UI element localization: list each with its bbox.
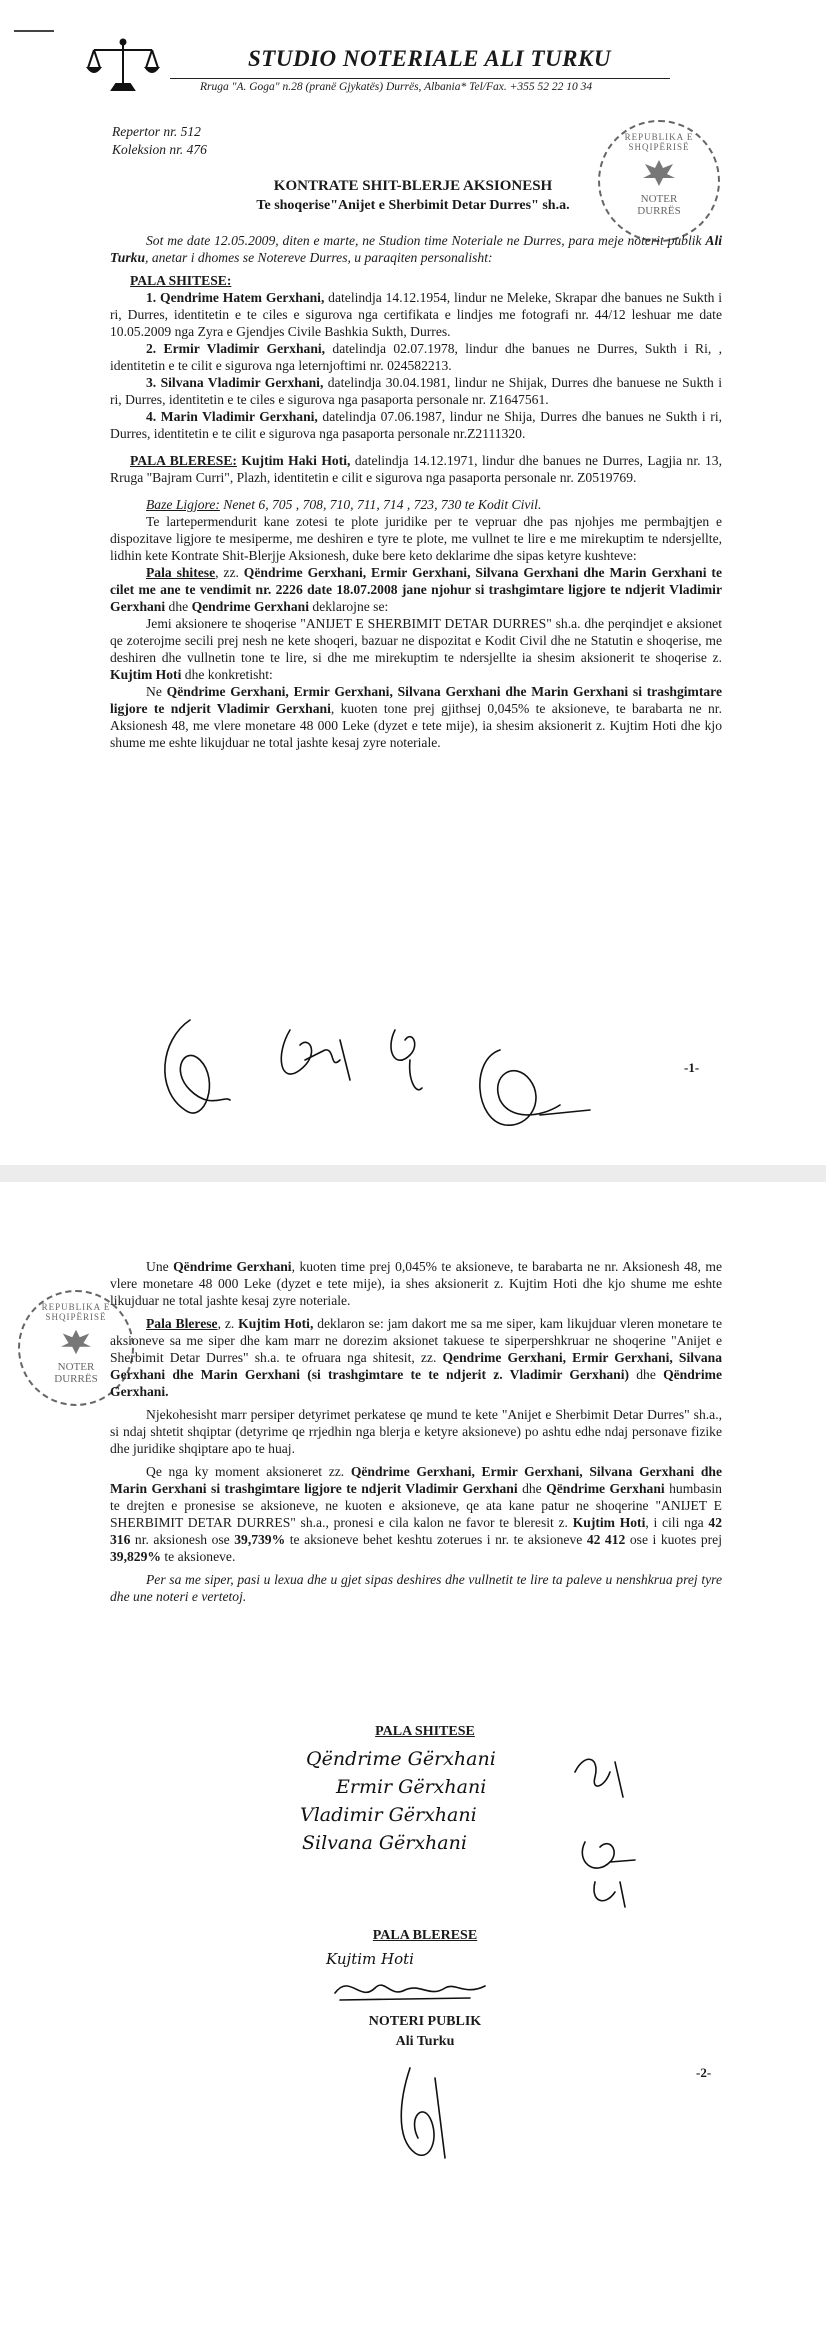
- header-divider: [170, 78, 670, 79]
- buyer-handwritten-name: Kujtim Hoti: [326, 1950, 414, 1968]
- contract-title: KONTRATE SHIT-BLERJE AKSIONESH: [273, 178, 553, 194]
- sellers-signature-heading: PALA SHITESE: [375, 1724, 475, 1739]
- notary-signature: [390, 2058, 470, 2168]
- signature-3: [391, 1030, 422, 1090]
- document-page-1: [0, 0, 826, 1165]
- buyer-signature: [330, 1968, 490, 2008]
- initial-2: [582, 1842, 635, 1868]
- intro-paragraph: Sot me date 12.05.2009, diten e marte, ne Studion time Noteriale ne Durres, para meje noterit publik Ali Turku, anetar i dhomes se Notereve Durres, u paraqiten personalisht:: [110, 233, 723, 265]
- scales-of-justice-icon: [86, 38, 160, 96]
- document-page-2: [0, 1182, 826, 2338]
- handwritten-name-1: Qëndrime Gërxhani: [306, 1748, 496, 1770]
- buyer-paragraph: PALA BLERESE: Kujtim Haki Hoti, datelindja 14.12.1971, lindur dhe banues ne Durres, Lagjia nr. 13, Rruga "Bajram Curri", Plazh, identitetin e cilit e sigurova nga pasaporta personale nr. Z0519769.: [110, 453, 722, 485]
- seller-item: 2. Ermir Vladimir Gerxhani, datelindja 02.07.1978, lindur dhe banues ne Durres, Sukth i Ri, , identitetin e te cilit e sigurova nga leternjoftimi nr. 024582213.: [110, 341, 723, 373]
- sellers-declaration: Pala shitese, zz. Qëndrime Gerxhani, Ermir Gerxhani, Silvana Gerxhani dhe Marin Gerxhani te cilet me ane te vendimit nr. 2226 date 18.07.2008 jane njohur si trashgimtare ligjore te ndjerit Vladimir Gerxhani dhe Qendrime Gerxhani deklarojne se:: [110, 565, 722, 614]
- studio-address: Rruga "A. Goga" n.28 (pranë Gjykatës) Durrës, Albania* Tel/Fax. +355 52 22 10 34: [200, 81, 593, 93]
- buyer-signature-heading: PALA BLERESE: [372, 1928, 478, 1943]
- ownership-transfer-paragraph: Qe nga ky moment aksioneret zz. Qëndrime Gerxhani, Ermir Gerxhani, Silvana Gerxhani dhe Marin Gerxhani si trashgimtare ligjore te ndjerit Vladimir Gerxhani dhe Qëndrime Gerxhani humbasin te drejten e pronesise se aksioneve, ne kuoten e aksioneve, qe ata kane patur ne shoqerine "ANIJET E SHERBIMIT DETAR DURRES" sh.a., pronesi e cila kalon ne favor te bleresit z. Kujtim Hoti, i cili nga 42 316 nr. aksionesh ose 39,739% te aksioneve behet keshtu zoterues i nr. te aksioneve 42 412 ose i kuotes prej 39,829% te aksioneve.: [110, 1464, 722, 1564]
- qendrime-paragraph: Une Qëndrime Gerxhani, kuoten time prej 0,045% te aksioneve, te barabarta ne nr. Aksionesh 48, me vlere monetare 48 000 Leke (dyzet e tete mije), ia shes aksionerit z. Kujtim Hoti dhe kjo shume me eshte likujduar ne total jashte kesaj zyre noteriale.: [110, 1259, 723, 1308]
- scan-mark: [14, 30, 54, 32]
- page-1-signatures: [150, 1000, 620, 1140]
- handwritten-name-4: Silvana Gërxhani: [302, 1832, 467, 1854]
- closing-paragraph: Per sa me siper, pasi u lexua dhe u gjet sipas deshires dhe vullnetit te lire ta paleve u nenshkrua prej tyre dhe une noteri e vertetoj.: [110, 1572, 722, 1604]
- contract-body-page-1: [110, 232, 722, 751]
- contract-body-page-2: [110, 1258, 722, 1605]
- heirs-paragraph: Ne Qëndrime Gerxhani, Ermir Gerxhani, Silvana Gerxhani dhe Marin Gerxhani si trashgimtare ligjore te ndjerit Vladimir Gerxhani, kuoten tone prej gjithsej 0,045% te aksioneve, te barabarta ne nr. Aksionesh 48, me vlere monetare 48 000 Leke (dyzet e tete mije), ia shesim aksionerit z. Kujtim Hoti dhe kjo shume me eshte likujduar ne total jashte kesaj zyre noteriale.: [110, 684, 723, 750]
- handwritten-name-2: Ermir Gërxhani: [336, 1776, 487, 1798]
- handwritten-name-3: Vladimir Gërxhani: [300, 1804, 477, 1826]
- notary-name: Ali Turku: [395, 2034, 455, 2049]
- signature-4: [480, 1050, 590, 1125]
- eagle-emblem-icon: [57, 1326, 95, 1358]
- repertor-number: Repertor nr. 512: [112, 124, 201, 139]
- notary-stamp-page-2: REPUBLIKA E SHQIPËRISË NOTER DURRËS: [18, 1290, 134, 1406]
- koleksion-number: Koleksion nr. 476: [112, 142, 207, 157]
- signature-1: [165, 1020, 230, 1113]
- notary-heading: NOTERI PUBLIK: [368, 2014, 482, 2029]
- contract-subtitle: Te shoqerise"Anijet e Sherbimit Detar Durres" sh.a.: [256, 198, 570, 213]
- legal-basis: Baze Ligjore: Nenet 6, 705 , 708, 710, 711, 714 , 723, 730 te Kodit Civil.: [146, 497, 542, 512]
- capacity-paragraph: Te lartepermendurit kane zotesi te plote juridike per te vepruar dhe pas njohjes me permbajtjen e dispozitave ligjore te mesiperme, me deshiren e tyre te plote, me vullnet te lire e me mirekuptim te ndersjellte, lidhin kete Kontrate Shit-Blerjje Aksionesh, duke bere keto deklarime dhe sipas ketyre kushteve:: [110, 514, 722, 563]
- sellers-initials: [565, 1742, 675, 1912]
- sellers-heading: PALA SHITESE:: [130, 273, 232, 288]
- signature-2: [281, 1030, 350, 1080]
- seller-item: 3. Silvana Vladimir Gerxhani, datelindja 30.04.1981, lindur ne Shijak, Durres dhe banuese ne Sukth i ri, Durres, identitetin e te ciles e sigurova nga pasaporta personale nr. Z1647561.: [110, 375, 722, 407]
- initial-3: [594, 1882, 625, 1907]
- page-number-2: -2-: [696, 2065, 712, 2080]
- seller-item: 1. Qendrime Hatem Gerxhani, datelindja 14.12.1954, lindur ne Meleke, Skrapar dhe banues ne Sukth i ri, Durres, identitetin e te ciles e sigurova nga certifikata e lindjes me fotografi nr. 44/12 leshuar me date 10.05.2009 nga Zyra e Gjendjes Civile Bashkia Sukth, Durres.: [110, 290, 722, 339]
- page-number-1: -1-: [684, 1060, 700, 1075]
- buyer-declaration: Pala Blerese, z. Kujtim Hoti, deklaron se: jam dakort me sa me siper, kam likujduar vleren monetare te aksioneve sa me siper dhe kam marr ne dorezim aksionet takuese te siperpershkruar ne shoqerine "Anijet e Sherbimit Detar Durres" sh.a. te ofruara nga shitesit, zz. Qendrime Gerxhani, Ermir Gerxhani, Silvana Gerxhani dhe Marin Gerxhani (si trashgimtare te te ndjerit z. Vladimir Gerxhani) dhe Qëndrime Gerxhani.: [110, 1316, 722, 1399]
- seller-item: 4. Marin Vladimir Gerxhani, datelindja 07.06.1987, lindur ne Shija, Durres dhe banues ne Sukth i ri, Durres, identitetin e te cilit e sigurova nga pasaporta personale nr.Z2111320.: [110, 409, 722, 441]
- notary-stamp: REPUBLIKA E SHQIPËRISË NOTER DURRËS: [598, 120, 720, 242]
- initial-1: [575, 1759, 623, 1797]
- obligations-paragraph: Njekohesisht marr persiper detyrimet perkatese qe mund te kete "Anijet e Sherbimit Detar Durres" sh.a., si ndaj shtetit shqiptar (detyrime qe rrjedhin nga blerja e ketyre aksioneve) po ashtu edhe ndaj personave fizike dhe juridike shqiptare apo te huaj.: [110, 1407, 722, 1456]
- shareholders-paragraph: Jemi aksionere te shoqerise "ANIJET E SHERBIMIT DETAR DURRES" sh.a. dhe perqindjet e aksionet qe zoterojme secili prej nesh ne kete shoqeri, bazuar ne dispozitat e Kodit Civil dhe ne Statutin e shoqerise, me deshiren dhe vullnetin tone te lire, si dhe me mirekuptim te ndersjellte ia shesim aksionerit te shoqerise z. Kujtim Hoti dhe konkretisht:: [110, 616, 722, 682]
- studio-name: STUDIO NOTERIALE ALI TURKU: [248, 46, 611, 71]
- sellers-list: [110, 289, 722, 442]
